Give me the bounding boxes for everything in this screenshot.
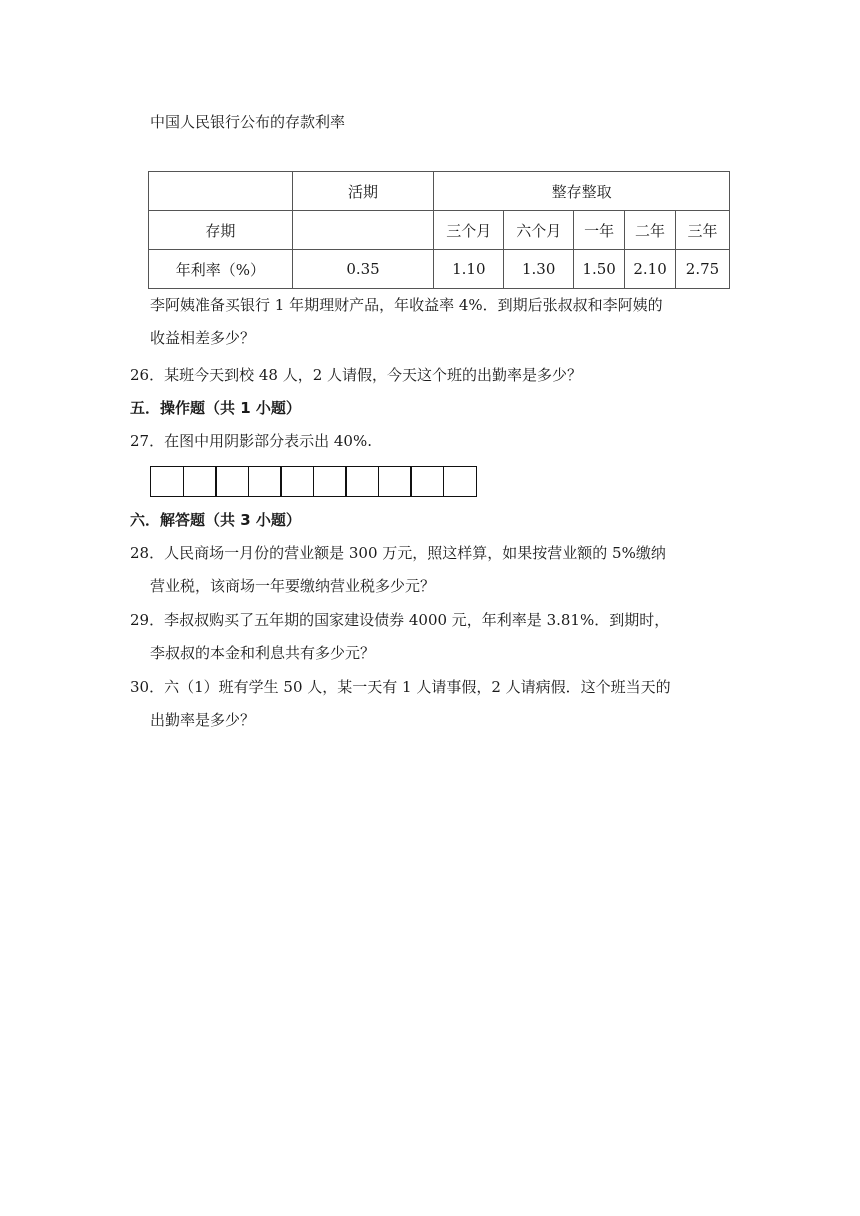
section-6-heading: 六．解答题（共 3 小题） <box>130 511 301 529</box>
rate-cell: 2.75 <box>676 250 730 289</box>
percentage-grid <box>150 466 475 497</box>
question-26: 26．某班今天到校 48 人，2 人请假，今天这个班的出勤率是多少？ <box>130 366 583 384</box>
term-cell: 三年 <box>676 211 730 250</box>
grid-cell <box>410 466 444 497</box>
grid-cell <box>248 466 282 497</box>
rate-current-cell: 0.35 <box>292 250 434 289</box>
grid-cell <box>215 466 249 497</box>
term-cell: 六个月 <box>504 211 574 250</box>
rate-row <box>149 250 730 289</box>
question-29-line1: 29．李叔叔购买了五年期的国家建设债券 4000 元，年利率是 3.81%．到期时， <box>130 611 670 629</box>
rate-cell: 2.10 <box>625 250 676 289</box>
grid-cell <box>183 466 217 497</box>
rate-label-cell: 年利率（%） <box>149 250 293 289</box>
q25-tail-line1: 李阿姨准备买银行 1 年期理财产品，年收益率 4%．到期后张叔叔和李阿姨的 <box>150 296 663 314</box>
term-row <box>149 211 730 250</box>
table-header-row <box>149 172 730 211</box>
question-28-line1: 28．人民商场一月份的营业额是 300 万元，照这样算，如果按营业额的 5%缴纳 <box>130 544 666 562</box>
term-current-cell <box>292 211 434 250</box>
q25-tail-line2: 收益相差多少？ <box>150 329 256 347</box>
header-blank-cell <box>149 172 293 211</box>
rate-cell: 1.10 <box>434 250 504 289</box>
grid-cell <box>345 466 379 497</box>
question-30-line1: 30．六（1）班有学生 50 人，某一天有 1 人请事假，2 人请病假．这个班当天的 <box>130 678 671 696</box>
grid-cell <box>150 466 184 497</box>
term-label-cell: 存期 <box>149 211 293 250</box>
question-28-line2: 营业税，该商场一年要缴纳营业税多少元？ <box>150 577 436 595</box>
term-cell: 三个月 <box>434 211 504 250</box>
header-fixed-cell: 整存整取 <box>434 172 730 211</box>
question-29-line2: 李叔叔的本金和利息共有多少元？ <box>150 644 376 662</box>
question-27: 27．在图中用阴影部分表示出 40%. <box>130 432 372 450</box>
term-cell: 一年 <box>574 211 625 250</box>
section-5-heading: 五．操作题（共 1 小题） <box>130 399 301 417</box>
grid-cell <box>378 466 412 497</box>
grid-cell <box>280 466 314 497</box>
grid-cell <box>313 466 347 497</box>
question-30-line2: 出勤率是多少？ <box>150 711 256 729</box>
rate-cell: 1.50 <box>574 250 625 289</box>
rate-cell: 1.30 <box>504 250 574 289</box>
interest-rate-table <box>148 171 730 289</box>
grid-cell <box>443 466 477 497</box>
term-cell: 二年 <box>625 211 676 250</box>
header-current-cell: 活期 <box>292 172 434 211</box>
table-caption: 中国人民银行公布的存款利率 <box>150 113 346 131</box>
